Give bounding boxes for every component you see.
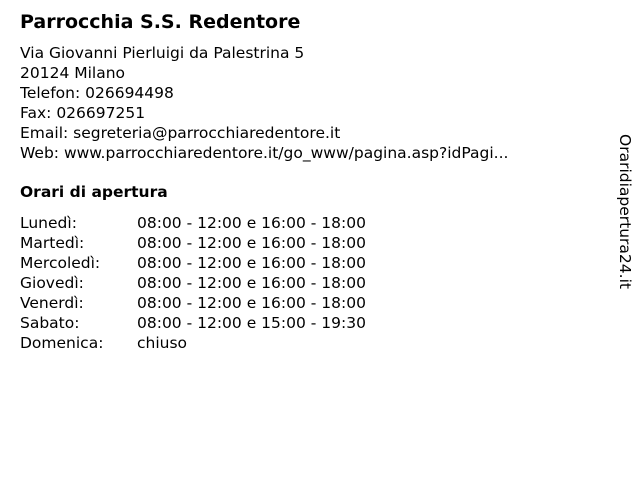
day-label: Giovedì: (20, 274, 84, 292)
hours-row-sunday (20, 333, 366, 353)
hours-row-thursday (20, 273, 366, 293)
hours-row-monday (20, 213, 366, 233)
hours-row-saturday (20, 313, 366, 333)
contact-block (20, 43, 600, 163)
day-label: Venerdì: (20, 294, 84, 312)
day-label: Lunedì: (20, 214, 77, 232)
day-hours: 08:00 - 12:00 e 16:00 - 18:00 (137, 274, 366, 292)
phone-line: Telefon: 026694498 (20, 84, 174, 102)
hours-row-wednesday (20, 253, 366, 273)
city-line: 20124 Milano (20, 64, 126, 82)
hours-row-tuesday (20, 233, 366, 253)
email-line: Email: segreteria@parrocchiaredentore.it (20, 124, 341, 142)
day-hours: 08:00 - 12:00 e 16:00 - 18:00 (137, 254, 366, 272)
day-hours: 08:00 - 12:00 e 15:00 - 19:30 (137, 314, 366, 332)
day-label: Martedì: (20, 234, 85, 252)
fax-line: Fax: 026697251 (20, 104, 146, 122)
brand-watermark: Oraridiapertura24.it (616, 134, 634, 289)
web-line: Web: www.parrocchiaredentore.it/go_www/pagina.asp?idPagi... (20, 144, 509, 162)
day-hours: 08:00 - 12:00 e 16:00 - 18:00 (137, 234, 366, 252)
opening-hours-table (20, 213, 366, 353)
hours-row-friday (20, 293, 366, 313)
day-hours: 08:00 - 12:00 e 16:00 - 18:00 (137, 294, 366, 312)
day-label: Sabato: (20, 314, 80, 332)
day-hours: chiuso (137, 334, 188, 352)
day-label: Domenica: (20, 334, 104, 352)
street-address: Via Giovanni Pierluigi da Palestrina 5 (20, 44, 305, 62)
day-label: Mercoledì: (20, 254, 101, 272)
business-card (20, 10, 600, 353)
opening-hours-heading: Orari di apertura (20, 183, 168, 201)
day-hours: 08:00 - 12:00 e 16:00 - 18:00 (137, 214, 366, 232)
business-name: Parrocchia S.S. Redentore (20, 11, 301, 33)
